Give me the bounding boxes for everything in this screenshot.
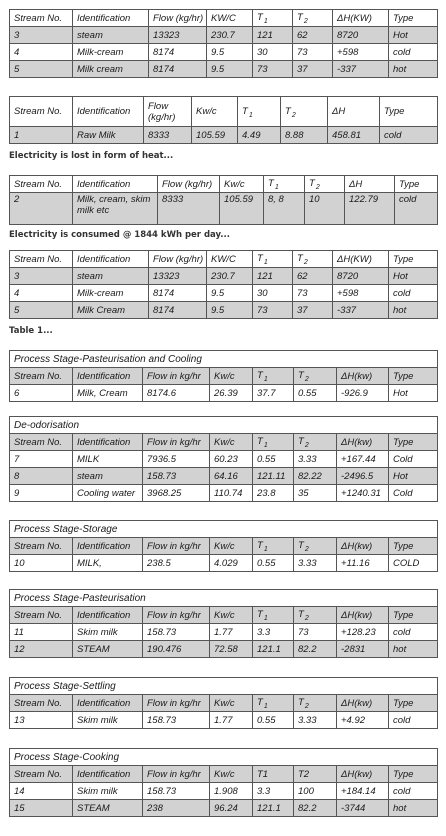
table-cell: 8174 [149, 44, 207, 61]
table-cell: 8720 [333, 27, 389, 44]
table-row [10, 193, 438, 225]
table-cell: cold [389, 285, 438, 302]
header-cell-t1: $T_1$ [253, 251, 293, 268]
table-cell: 30 [253, 44, 293, 61]
header-cell: Stream No. [10, 251, 73, 268]
table-row [10, 268, 438, 285]
table-cell: 122.79 [345, 193, 395, 225]
table-row [10, 127, 438, 144]
header-cell: Type [380, 97, 438, 127]
header-cell: Type [389, 766, 438, 783]
table-cell: 11 [10, 624, 73, 641]
header-cell: Identification [73, 368, 143, 385]
table-row [10, 712, 438, 729]
table-cell: -926.9 [337, 385, 389, 402]
table-cell: 6 [10, 385, 73, 402]
header-cell: Identification [73, 97, 144, 127]
table-cell: 8174.6 [143, 385, 210, 402]
stage-title-row [10, 590, 438, 607]
table-cell: 4 [10, 285, 73, 302]
header-cell: ΔH(kw) [337, 538, 389, 555]
table-cell: 82.2 [294, 641, 337, 658]
table-cell: 230.7 [207, 268, 253, 285]
caption-table-1: Table 1... [9, 326, 53, 336]
stage-title-row [10, 521, 438, 538]
table-cell: 37.7 [253, 385, 294, 402]
table-cell: 121.11 [253, 468, 294, 485]
table-cell: 7 [10, 451, 73, 468]
header-cell: KW/C [207, 10, 253, 27]
table-row [10, 27, 438, 44]
table-cell: -2831 [337, 641, 389, 658]
table-cell: 8 [10, 468, 73, 485]
header-cell: Flow (kg/hr) [158, 176, 220, 193]
stage-title-row [10, 749, 438, 766]
table-cell: 0.55 [253, 451, 294, 468]
table-cell: Milk Cream [73, 302, 149, 319]
table-cell: Cold [389, 485, 438, 502]
table-cell: 13323 [149, 268, 207, 285]
table-cell: 8174 [149, 285, 207, 302]
stage-title: Process Stage-Pasteurisation and Cooling [10, 351, 438, 368]
table-row [10, 285, 438, 302]
table-cell-identification: Milk, cream, skim milk etc [73, 193, 158, 225]
table-cell: 0.55 [253, 712, 294, 729]
header-cell: ΔH(kw) [337, 368, 389, 385]
table-cell: 458.81 [328, 127, 380, 144]
header-cell: ΔH(kw) [337, 607, 389, 624]
table-cell: 13 [10, 712, 73, 729]
table-cell: -337 [333, 302, 389, 319]
table-cell: 238 [143, 800, 210, 817]
header-cell-t2: $T_2$ [294, 368, 337, 385]
stage-table-pasteurisation [9, 589, 438, 658]
table-cell: 190.476 [143, 641, 210, 658]
header-cell: Flow in kg/hr [143, 368, 210, 385]
table-cell: +167.44 [337, 451, 389, 468]
header-cell-t2: $T_2$ [294, 434, 337, 451]
table-cell: cold [389, 44, 438, 61]
header-cell-t2: $T_2$ [305, 176, 345, 193]
table-cell: Milk-cream [73, 44, 149, 61]
table-cell: steam [73, 268, 149, 285]
header-cell: ΔH [328, 97, 380, 127]
header-cell: ΔH(kw) [337, 434, 389, 451]
header-cell-t1: $T_1$ [253, 607, 294, 624]
header-cell: Flow in kg/hr [143, 538, 210, 555]
header-cell-flow: Flow (kg/hr) [144, 97, 192, 127]
header-cell: Type [389, 607, 438, 624]
table-cell: 5 [10, 61, 73, 78]
table-cell: STEAM [73, 641, 143, 658]
stage-table-cooking [9, 748, 438, 817]
table-cell: +184.14 [337, 783, 389, 800]
table-cell: 37 [293, 61, 333, 78]
header-cell: Kw/c [210, 607, 253, 624]
header-cell: Kw/c [210, 695, 253, 712]
table-cell: 73 [253, 61, 293, 78]
table-cell: cold [389, 624, 438, 641]
table-cell: 1.908 [210, 783, 253, 800]
table-header-row [10, 251, 438, 268]
table-cell: 8333 [144, 127, 192, 144]
header-cell-t2: $T_2$ [294, 695, 337, 712]
table-cell: 35 [294, 485, 337, 502]
header-cell-t2: $T_2$ [294, 607, 337, 624]
header-cell: Stream No. [10, 695, 73, 712]
table-cell: 100 [294, 783, 337, 800]
table-cell: 73 [294, 624, 337, 641]
stage-title-row [10, 417, 438, 434]
header-cell: Stream No. [10, 176, 73, 193]
table-cell: 73 [293, 285, 333, 302]
header-cell: Type [389, 251, 438, 268]
stage-table-settling [9, 677, 438, 729]
header-cell: Type [389, 10, 438, 27]
table-cell: 158.73 [143, 624, 210, 641]
table-cell: 9.5 [207, 44, 253, 61]
table-cell: 10 [305, 193, 345, 225]
header-cell: ΔH(kw) [337, 695, 389, 712]
header-cell: Identification [73, 538, 143, 555]
header-cell: Identification [73, 695, 143, 712]
header-cell: Kw/c [210, 434, 253, 451]
header-cell: Flow (kg/hr) [149, 10, 207, 27]
table-cell: 62 [293, 268, 333, 285]
table-cell: 8720 [333, 268, 389, 285]
table-cell: Skim milk [73, 783, 143, 800]
table-row [10, 783, 438, 800]
table-cell: hot [389, 800, 438, 817]
table-cell: steam [73, 468, 143, 485]
table-cell: Skim milk [73, 712, 143, 729]
table-cell: 3.33 [294, 451, 337, 468]
stream-table-1 [9, 9, 438, 78]
header-cell-t1: $T_1$ [253, 695, 294, 712]
table-cell: 158.73 [143, 783, 210, 800]
table-cell: 3.33 [294, 712, 337, 729]
table-cell: 105.59 [220, 193, 264, 225]
table-cell: 4 [10, 44, 73, 61]
table-cell: 37 [293, 302, 333, 319]
header-cell-t1: $T_1$ [253, 538, 294, 555]
header-cell-t2: $T_2$ [294, 538, 337, 555]
table-cell: 3968.25 [143, 485, 210, 502]
stream-table-2 [9, 96, 438, 144]
stage-title: Process Stage-Storage [10, 521, 438, 538]
stage-table-de-odorisation [9, 416, 438, 502]
table-cell: Milk-cream [73, 285, 149, 302]
table-cell: cold [389, 783, 438, 800]
table-cell: 105.59 [192, 127, 238, 144]
table-cell: 2 [10, 193, 73, 225]
header-cell: Flow in kg/hr [143, 695, 210, 712]
header-cell: ΔH(KW) [333, 10, 389, 27]
stage-title: Process Stage-Settling [10, 678, 438, 695]
table-cell: 73 [253, 302, 293, 319]
header-cell-t1: $T_1$ [264, 176, 305, 193]
table-cell: MILK, [73, 555, 143, 572]
header-cell: Stream No. [10, 607, 73, 624]
table-cell: -337 [333, 61, 389, 78]
stream-table-4 [9, 250, 438, 319]
table-cell: 1 [10, 127, 73, 144]
table-cell: 158.73 [143, 712, 210, 729]
table-cell: hot [389, 641, 438, 658]
header-cell: Stream No. [10, 368, 73, 385]
header-cell: ΔH(kw) [337, 766, 389, 783]
header-cell: Identification [73, 434, 143, 451]
header-cell: Stream No. [10, 97, 73, 127]
table-cell: 12 [10, 641, 73, 658]
stage-title: Process Stage-Cooking [10, 749, 438, 766]
header-cell: Stream No. [10, 766, 73, 783]
table-cell: 73 [293, 44, 333, 61]
table-cell: 3.3 [253, 624, 294, 641]
table-row [10, 485, 438, 502]
table-cell: 8333 [158, 193, 220, 225]
header-cell: Flow in kg/hr [143, 607, 210, 624]
header-cell-t1: $T_1$ [253, 368, 294, 385]
header-cell: Type [389, 434, 438, 451]
stage-title-row [10, 351, 438, 368]
table-cell: 13323 [149, 27, 207, 44]
header-cell: Kw/c [210, 538, 253, 555]
table-cell: cold [389, 712, 438, 729]
table-cell: cold [380, 127, 438, 144]
table-cell: 60.23 [210, 451, 253, 468]
table-row [10, 61, 438, 78]
table-row [10, 624, 438, 641]
header-cell: Stream No. [10, 10, 73, 27]
table-cell: 96.24 [210, 800, 253, 817]
table-cell: 82.2 [294, 800, 337, 817]
table-cell: 3.33 [294, 555, 337, 572]
table-cell: 7936.5 [143, 451, 210, 468]
table-cell: MILK [73, 451, 143, 468]
header-cell: Kw/c [192, 97, 238, 127]
table-cell: -2496.5 [337, 468, 389, 485]
table-cell: 9 [10, 485, 73, 502]
header-cell-t2: $T_2$ [293, 251, 333, 268]
table-cell: Raw Milk [73, 127, 144, 144]
table-cell: 3.3 [253, 783, 294, 800]
table-cell: 82.22 [294, 468, 337, 485]
header-cell: Type [389, 368, 438, 385]
table-cell: 158.73 [143, 468, 210, 485]
table-cell: Milk, Cream [73, 385, 143, 402]
table-cell: 10 [10, 555, 73, 572]
table-cell: +128.23 [337, 624, 389, 641]
table-cell: 8174 [149, 302, 207, 319]
table-cell: COLD [389, 555, 438, 572]
table-cell: steam [73, 27, 149, 44]
table-cell: 62 [293, 27, 333, 44]
header-cell: Stream No. [10, 538, 73, 555]
table-cell: 121 [253, 27, 293, 44]
table-cell: +11.16 [337, 555, 389, 572]
table-row [10, 44, 438, 61]
table-header-row [10, 97, 438, 127]
table-cell: 9.5 [207, 302, 253, 319]
header-cell: Flow (kg/hr) [149, 251, 207, 268]
header-cell-t1: $T_1$ [238, 97, 281, 127]
stage-table-storage [9, 520, 438, 572]
table-header-row [10, 176, 438, 193]
header-cell: Type [389, 695, 438, 712]
table-cell: 3 [10, 268, 73, 285]
table-cell: 230.7 [207, 27, 253, 44]
header-cell: Stream No. [10, 434, 73, 451]
table-cell: 4.49 [238, 127, 281, 144]
table-cell: +598 [333, 44, 389, 61]
table-cell: +598 [333, 285, 389, 302]
table-cell: 1.77 [210, 712, 253, 729]
table-cell: Cold [389, 451, 438, 468]
table-cell: 8.88 [281, 127, 328, 144]
stream-table-3 [9, 175, 438, 225]
header-cell: T1 [253, 766, 294, 783]
header-cell: Kw/c [210, 368, 253, 385]
table-cell: 14 [10, 783, 73, 800]
table-cell: Milk cream [73, 61, 149, 78]
stage-title: Process Stage-Pasteurisation [10, 590, 438, 607]
table-cell: Hot [389, 27, 438, 44]
table-cell: 1.77 [210, 624, 253, 641]
table-cell: 238.5 [143, 555, 210, 572]
table-row [10, 302, 438, 319]
table-cell: 121.1 [253, 800, 294, 817]
header-cell-t2: $T_2$ [293, 10, 333, 27]
header-cell-t2: $T_2$ [281, 97, 328, 127]
table-cell: 0.55 [294, 385, 337, 402]
table-cell: -3744 [337, 800, 389, 817]
table-row [10, 800, 438, 817]
table-cell: 3 [10, 27, 73, 44]
table-cell: 26.39 [210, 385, 253, 402]
table-header-row [10, 607, 438, 624]
table-cell: 64.16 [210, 468, 253, 485]
table-cell: Hot [389, 268, 438, 285]
table-cell: 8, 8 [264, 193, 305, 225]
table-cell: Skim milk [73, 624, 143, 641]
table-cell: 121.1 [253, 641, 294, 658]
header-cell-t1: $T_1$ [253, 10, 293, 27]
table-header-row [10, 368, 438, 385]
header-cell: Identification [73, 766, 143, 783]
table-header-row [10, 766, 438, 783]
table-cell: 9.5 [207, 285, 253, 302]
header-cell: Identification [73, 607, 143, 624]
header-cell: Identification [73, 251, 149, 268]
table-cell: 110.74 [210, 485, 253, 502]
table-cell: 72.58 [210, 641, 253, 658]
stage-title-row [10, 678, 438, 695]
table-cell: +1240.31 [337, 485, 389, 502]
table-cell: 5 [10, 302, 73, 319]
table-cell: 121 [253, 268, 293, 285]
header-cell-t1: $T_1$ [253, 434, 294, 451]
table-cell: 23.8 [253, 485, 294, 502]
table-cell: Hot [389, 468, 438, 485]
table-header-row [10, 695, 438, 712]
table-row [10, 468, 438, 485]
table-header-row [10, 434, 438, 451]
header-cell: ΔH [345, 176, 395, 193]
header-cell: Flow in kg/hr [143, 766, 210, 783]
header-cell: Type [395, 176, 438, 193]
table-cell: 9.5 [207, 61, 253, 78]
header-cell: Kw/c [220, 176, 264, 193]
table-cell: 4.029 [210, 555, 253, 572]
header-cell: Type [389, 538, 438, 555]
caption-electricity-consumed: Electricity is consumed @ 1844 kWh per day... [9, 230, 230, 240]
table-row [10, 641, 438, 658]
header-cell: T2 [294, 766, 337, 783]
table-cell: 0.55 [253, 555, 294, 572]
table-cell: STEAM [73, 800, 143, 817]
header-cell: ΔH(KW) [333, 251, 389, 268]
stage-title: De-odorisation [10, 417, 438, 434]
table-cell: Hot [389, 385, 438, 402]
header-cell: KW/C [207, 251, 253, 268]
header-cell: Identification [73, 10, 149, 27]
table-cell: +4.92 [337, 712, 389, 729]
table-row [10, 451, 438, 468]
table-cell: hot [389, 61, 438, 78]
table-cell: Cooling water [73, 485, 143, 502]
table-header-row [10, 538, 438, 555]
table-row [10, 385, 438, 402]
header-cell: Identification [73, 176, 158, 193]
table-header-row [10, 10, 438, 27]
table-cell: 30 [253, 285, 293, 302]
table-cell: 15 [10, 800, 73, 817]
stage-table-pasteurisation-cooling [9, 350, 438, 402]
header-cell: Flow in kg/hr [143, 434, 210, 451]
table-cell: cold [395, 193, 438, 225]
caption-electricity-lost: Electricity is lost in form of heat... [9, 151, 174, 161]
table-row [10, 555, 438, 572]
header-cell: Kw/c [210, 766, 253, 783]
table-cell: 8174 [149, 61, 207, 78]
table-cell: hot [389, 302, 438, 319]
